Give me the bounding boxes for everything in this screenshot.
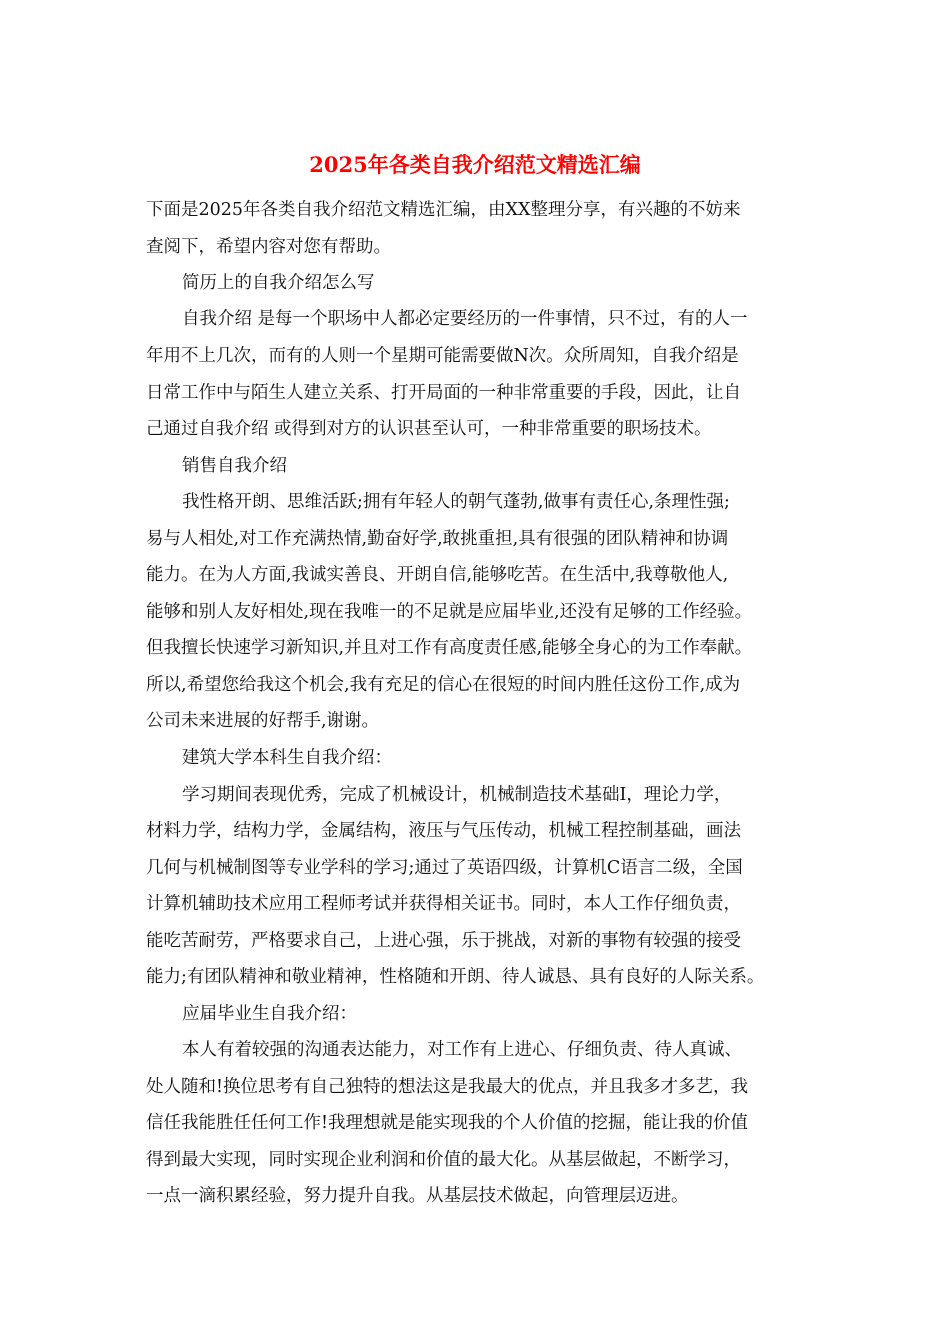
- body-line-2: 查阅下，希望内容对您有帮助。: [146, 237, 391, 257]
- body-line-9: 我性格开朗、思维活跃;拥有年轻人的朝气蓬勃,做事有责任心,条理性强;: [182, 492, 730, 512]
- body-line-27: 得到最大实现，同时实现企业利润和价值的最大化。从基层做起，不断学习，: [146, 1150, 741, 1170]
- body-line-4: 自我介绍 是每一个职场中人都必定要经历的一件事情，只不过，有的人一: [182, 309, 748, 329]
- body-line-19: 几何与机械制图等专业学科的学习;通过了英语四级，计算机C语言二级，全国: [146, 858, 743, 878]
- body-line-24: 本人有着较强的沟通表达能力，对工作有上进心、仔细负责、待人真诚、: [182, 1040, 742, 1060]
- body-line-7: 己通过自我介绍 或得到对方的认识甚至认可，一种非常重要的职场技术。: [146, 419, 712, 439]
- body-line-22: 能力;有团队精神和敬业精神，性格随和开朗、待人诚恳、具有良好的人际关系。: [146, 967, 765, 987]
- body-line-11: 能力。在为人方面,我诚实善良、开朗自信,能够吃苦。在生活中,我尊敬他人,: [146, 565, 729, 585]
- body-line-15: 公司未来进展的好帮手,谢谢。: [146, 711, 380, 731]
- page-title: 2025年各类自我介绍范文精选汇编: [309, 152, 641, 177]
- body-line-28: 一点一滴积累经验，努力提升自我。从基层技术做起，向管理层迈进。: [146, 1186, 689, 1206]
- body-line-17: 学习期间表现优秀，完成了机械设计，机械制造技术基础Ⅰ，理论力学，: [182, 785, 732, 805]
- body-line-20: 计算机辅助技术应用工程师考试并获得相关证书。同时，本人工作仔细负责，: [146, 894, 741, 914]
- body-line-10: 易与人相处,对工作充满热情,勤奋好学,敢挑重担,具有很强的团队精神和协调: [146, 529, 729, 549]
- body-line-5: 年用不上几次，而有的人则一个星期可能需要做N次。众所周知，自我介绍是: [146, 346, 739, 366]
- body-line-14: 所以,希望您给我这个机会,我有充足的信心在很短的时间内胜任这份工作,成为: [146, 675, 741, 695]
- body-line-25: 处人随和!换位思考有自己独特的想法这是我最大的优点，并且我多才多艺，我: [146, 1077, 749, 1097]
- body-line-13: 但我擅长快速学习新知识,并且对工作有高度责任感,能够全身心的为工作奉献。: [146, 638, 753, 658]
- body-line-1: 下面是2025年各类自我介绍范文精选汇编，由XX整理分享，有兴趣的不妨来: [146, 200, 741, 220]
- body-line-26: 信任我能胜任任何工作!我理想就是能实现我的个人价值的挖掘，能让我的价值: [146, 1113, 749, 1133]
- body-line-21: 能吃苦耐劳，严格要求自己，上进心强，乐于挑战，对新的事物有较强的接受: [146, 931, 741, 951]
- body-line-6: 日常工作中与陌生人建立关系、打开局面的一种非常重要的手段，因此，让自: [146, 383, 741, 403]
- section-heading-sales: 销售自我介绍: [182, 456, 287, 476]
- body-line-18: 材料力学，结构力学，金属结构，液压与气压传动，机械工程控制基础，画法: [146, 821, 741, 841]
- body-line-12: 能够和别人友好相处,现在我唯一的不足就是应届毕业,还没有足够的工作经验。: [146, 602, 753, 622]
- section-heading-resume: 简历上的自我介绍怎么写: [182, 273, 375, 293]
- section-heading-graduate: 应届毕业生自我介绍：: [182, 1004, 357, 1024]
- section-heading-architecture: 建筑大学本科生自我介绍：: [182, 748, 392, 768]
